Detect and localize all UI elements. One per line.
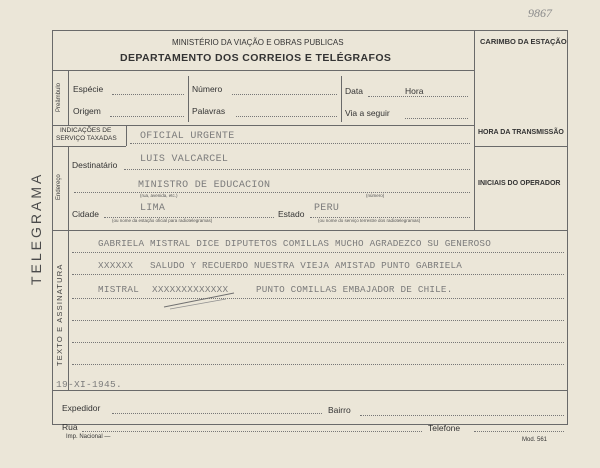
- bairro-label: Bairro: [328, 405, 351, 415]
- hora-label: Hora: [405, 86, 424, 96]
- message-line-1: GABRIELA MISTRAL DICE DIPUTETOS COMILLAS MUCHO AGRADEZCO SU GENEROSO: [98, 238, 491, 249]
- message-line-3-start: MISTRAL: [98, 284, 140, 295]
- endereco-label: Endereço: [56, 174, 62, 200]
- indicacoes-label-2: SERVIÇO TAXADAS: [56, 135, 117, 142]
- date-value: 19-XI-1945.: [56, 379, 123, 390]
- iniciais-operador-label: INICIAIS DO OPERADOR: [478, 180, 561, 187]
- especie-label: Espécie: [73, 84, 104, 94]
- preambulo-label: Preâmbulo: [56, 82, 62, 112]
- indicacoes-label-1: INDICAÇÕES DE: [60, 127, 112, 134]
- footer-model: Mod. 561: [522, 437, 548, 443]
- message-line-3-struck: XXXXXXXXXXXXX: [152, 284, 229, 295]
- telefone-label: Telefone: [428, 423, 461, 433]
- endereco-value: MINISTRO DE EDUCACION: [138, 180, 271, 191]
- hint-estado: (ou nome do serviço terrestre dos radiotelegramas): [318, 218, 421, 223]
- message-line-3-end: PUNTO COMILLAS EMBAJADOR DE CHILE.: [256, 284, 453, 295]
- archive-number: 9867: [528, 6, 552, 20]
- via-a-seguir-label: Via a seguir: [345, 108, 390, 118]
- numero-label: Número: [192, 84, 223, 94]
- rua-label: Rua: [62, 422, 78, 432]
- destinatario-value: LUIS VALCARCEL: [140, 154, 229, 165]
- hint-numero: (número): [366, 193, 385, 198]
- footer-imprint: Imp. Nacional —: [66, 434, 111, 440]
- stamp-label: CARIMBO DA ESTAÇÃO: [480, 37, 567, 46]
- origem-label: Origem: [73, 106, 101, 116]
- cidade-value: LIMA: [140, 203, 166, 214]
- message-line-2-struck: XXXXXX: [98, 260, 134, 271]
- data-label: Data: [345, 86, 363, 96]
- expedidor-label: Expedidor: [62, 403, 101, 413]
- hint-rua: (rua, avenida, etc.): [140, 193, 178, 198]
- texto-assinatura-label: TEXTO E ASSINATURA: [55, 263, 64, 366]
- cidade-label: Cidade: [72, 209, 99, 219]
- department-title: DEPARTAMENTO DOS CORREIOS E TELÉGRAFOS: [120, 52, 392, 64]
- message-line-2: SALUDO Y RECUERDO NUESTRA VIEJA AMISTAD PUNTO GABRIELA: [150, 260, 463, 271]
- indicacoes-value: OFICIAL URGENTE: [140, 131, 235, 142]
- estado-value: PERU: [314, 203, 340, 214]
- pen-mark: [160, 290, 240, 312]
- palavras-label: Palavras: [192, 106, 226, 116]
- estado-label: Estado: [278, 209, 305, 219]
- destinatario-label: Destinatário: [72, 160, 118, 170]
- hint-cidade: (ou nome da estação oficial para radiotelegramas): [112, 218, 213, 223]
- telegrama-side-label: TELEGRAMA: [28, 171, 44, 285]
- hora-transmissao-label: HORA DA TRANSMISSÃO: [478, 129, 564, 136]
- ministry-title: MINISTÉRIO DA VIAÇÃO E OBRAS PUBLICAS: [172, 38, 344, 47]
